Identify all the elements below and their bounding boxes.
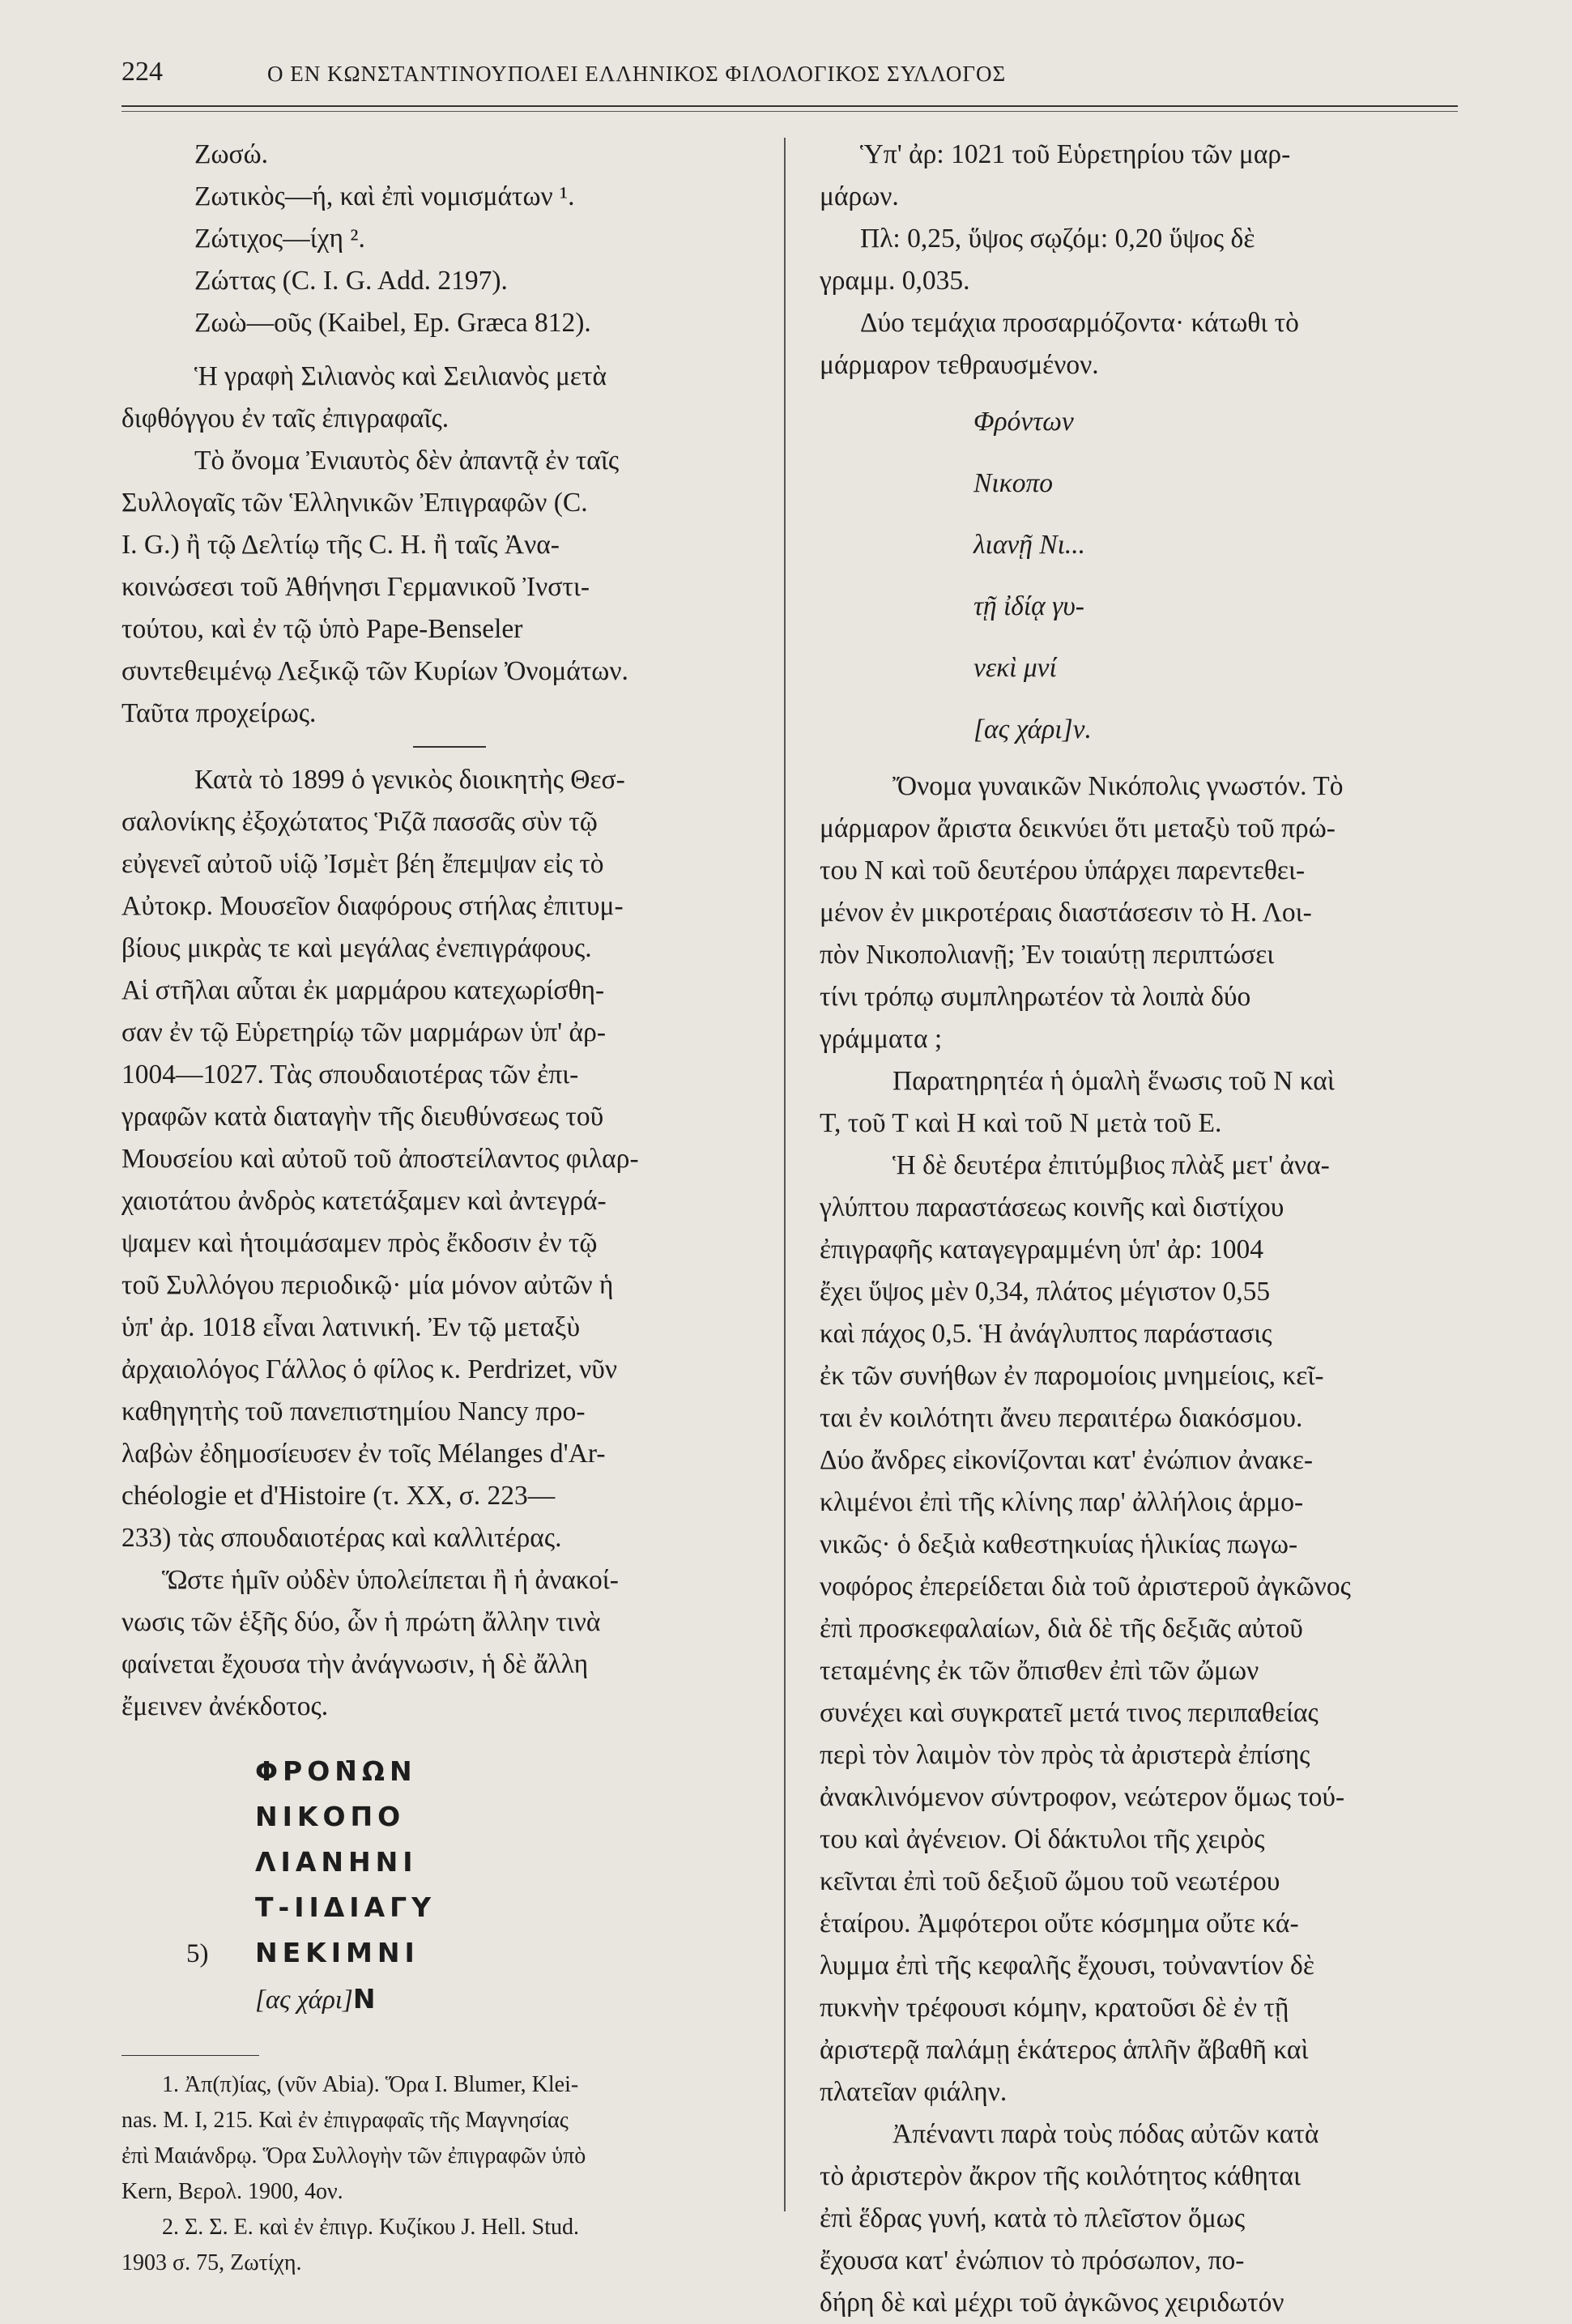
transcription-line: Φρόντων [973,407,1074,437]
text-line: ψαμεν καὶ ἡτοιμάσαμεν πρὸς ἔκδοσιν ἐν τῷ [121,1228,598,1258]
text-line: πλατεῖαν φιάλην. [820,2077,1008,2107]
text-line: ἐκ τῶν συνήθων ἐν παρομοίοις μνημείοις, κεῖ- [820,1361,1324,1391]
text-line: ἔμεινεν ἀνέκδοτος. [121,1691,329,1721]
inscription-text: ΦΡΟΝ̄ΩΝ [255,1755,417,1787]
text-line: εὐγενεῖ αὐτοῦ υἱῷ Ἰσμὲτ βέη ἔπεμψαν εἰς τὸ [121,849,604,879]
running-header [121,57,1458,105]
text-line: ἔχει ὕψος μὲν 0,34, πλάτος μέγιστον 0,55 [820,1277,1271,1307]
text-line: 1004—1027. Τὰς σπουδαιοτέρας τῶν ἐπι- [121,1060,579,1090]
footnote-line: 2. Σ. Σ. Ε. καὶ ἐν ἐπιγρ. Κυζίκου J. Hell. Stud. [162,2215,579,2240]
text-line: κοινώσεσι τοῦ Ἀθήνησι Γερμανικοῦ Ἰνστι- [121,572,590,602]
inscription-line [121,1930,769,1976]
inscription-text: Τ-ΙΙΔΙΑΓΥ [255,1891,437,1923]
text-line: Ταῦτα προχείρως. [121,698,317,728]
footnote-line: nas. M. I, 215. Καὶ ἐν ἐπιγραφαῖς τῆς Μαγνησίας [121,2108,569,2133]
text-line: ἐπὶ προσκεφαλαίων, διὰ δὲ τῆς δεξιᾶς αὐτοῦ [820,1614,1303,1644]
inscription-line [121,1794,769,1840]
text-line: μάρων. [820,181,899,211]
transcription-line: νεκὶ μνί [973,653,1057,683]
text-line: δήρη δὲ καὶ μέχρι τοῦ ἀγκῶνος χειριδωτόν [820,2288,1284,2318]
text-line: νωσις τῶν ἑξῆς δύο, ὧν ἡ πρώτη ἄλλην τινὰ [121,1607,601,1637]
footnote-line: ἐπὶ Μαιάνδρῳ. Ὅρα Συλλογὴν τῶν ἐπιγραφῶν ὑπὸ [121,2143,586,2168]
text-line: Ζώττας (C. I. G. Add. 2197). [194,266,508,296]
text-line: Μουσείου καὶ αὐτοῦ τοῦ ἀποστείλαντος φιλαρ- [121,1144,639,1174]
text-line: νικῶς· ὁ δεξιὰ καθεστηκυίας ἡλικίας πωγω- [820,1529,1298,1559]
text-line: Ὑπ' ἀρ: 1021 τοῦ Εὑρετηρίου τῶν μαρ- [860,139,1291,169]
text-line: περὶ τὸν λαιμὸν τὸν πρὸς τὰ ἀριστερὰ ἐπίσης [820,1740,1310,1770]
text-line: σαλονίκης ἐξοχώτατος Ῥιζᾶ πασσᾶς σὺν τῷ [121,807,598,837]
text-line: του Ν καὶ τοῦ δευτέρου ὑπάρχει παρεντεθει- [820,855,1306,885]
text-line: Συλλογαῖς τῶν Ἑλληνικῶν Ἐπιγραφῶν (C. [121,488,588,518]
page-number: 224 [121,57,163,87]
line-number: 5) [186,1939,209,1968]
transcription-line: [ας χάρι]ν. [973,714,1092,744]
header-rule [121,105,1458,107]
text-line: Ζωτικὸς—ή, καὶ ἐπὶ νομισμάτων ¹. [194,181,575,211]
text-line: Παρατηρητέα ἡ ὁμαλὴ ἕνωσις τοῦ Ν καὶ [893,1066,1335,1096]
text-line: Δύο τεμάχια προσαρμόζοντα· κάτωθι τὸ [860,308,1299,338]
footnote-line: 1903 σ. 75, Ζωτίχη. [121,2250,302,2275]
text-line: μάρμαρον ἄριστα δεικνύει ὅτι μεταξὺ τοῦ πρώ- [820,813,1336,843]
text-line: γλύπτου παραστάσεως κοινῆς καὶ διστίχου [820,1192,1284,1222]
text-line: ἔχουσα κατ' ἐνώπιον τὸ πρόσωπον, πο- [820,2245,1245,2275]
text-line: ἀρχαιολόγος Γάλλος ὁ φίλος κ. Perdrizet, νῦν [121,1354,617,1384]
text-line: τεταμένης ἐκ τῶν ὄπισθεν ἐπὶ τῶν ὤμων [820,1656,1259,1686]
text-line: Ζώτιχος—ίχη ². [194,224,365,254]
text-line: ἐπιγραφῆς καταγεγραμμένη ὑπ' ἀρ: 1004 [820,1234,1263,1264]
text-line: βίους μικρὰς τε καὶ μεγάλας ἐνεπιγράφους. [121,933,592,963]
text-line: Ζωὼ—οῦς (Kaibel, Ep. Græca 812). [194,308,591,338]
inscription-text: ΝΕΚΙΜΝΙ [255,1937,420,1968]
text-line: τίνι τρόπῳ συμπληρωτέον τὰ λοιπὰ δύο [820,982,1251,1012]
text-line: μάρμαρον τεθραυσμένον. [820,350,1099,380]
inscription-line [121,1749,769,1794]
column-divider [784,138,786,2211]
text-line: καὶ πάχος 0,5. Ἡ ἀνάγλυπτος παράστασις [820,1319,1272,1349]
footnote-line: Kern, Βερολ. 1900, 4ον. [121,2179,343,2204]
text-line: κλιμένοι ἐπὶ τῆς κλίνης παρ' ἀλλήλοις ἁρμο- [820,1487,1304,1517]
footnotes [121,2067,769,2281]
text-line: chéologie et d'Histoire (τ. XX, σ. 223— [121,1481,556,1511]
inscription-text: ΝΙΚΟΠΟ [255,1801,406,1832]
inscription-line [121,1885,769,1930]
text-line: Αἱ στῆλαι αὗται ἐκ μαρμάρου κατεχωρίσθη- [121,975,605,1005]
transcription-line: λιανῇ Νι... [973,530,1086,560]
text-line: Τὸ ὄνομα Ἐνιαυτὸς δὲν ἀπαντᾷ ἐν ταῖς [194,446,620,475]
inscription-line [121,1976,769,2023]
transcription-line: τῇ ἰδίᾳ γυ- [973,591,1084,621]
text-line: Ζωσώ. [194,139,268,169]
text-line: ἀριστερᾷ παλάμῃ ἑκάτερος ἁπλῆν ἄβαθῆ καὶ [820,2035,1309,2065]
text-line: 233) τὰς σπουδαιοτέρας καὶ καλλιτέρας. [121,1523,562,1553]
text-line: Ὄνομα γυναικῶν Νικόπολις γνωστόν. Τὸ [893,771,1344,801]
section-rule [413,746,486,748]
text-line: κεῖνται ἐπὶ τοῦ δεξιοῦ ὤμου τοῦ νεωτέρου [820,1866,1280,1896]
inscription-block [121,1749,769,2023]
text-line: ὑπ' ἀρ. 1018 εἶναι λατινική. Ἐν τῷ μεταξὺ [121,1312,581,1342]
inscription-line [121,1840,769,1885]
text-line: λυμμα ἐπὶ τῆς κεφαλῆς ἔχουσι, τοὐναντίον δὲ [820,1951,1314,1981]
text-line: τούτου, καὶ ἐν τῷ ὑπὸ Pape-Benseler [121,614,523,644]
text-line: Ἀπέναντι παρὰ τοὺς πόδας αὐτῶν κατὰ [893,2119,1319,2149]
text-line: ἀνακλινόμενον σύντροφον, νεώτερον ὅμως τού- [820,1782,1345,1812]
text-line: χαιοτάτου ἀνδρὸς κατετάξαμεν καὶ ἀντεγρά- [121,1186,607,1216]
text-line: σαν ἐν τῷ Εὑρετηρίῳ τῶν μαρμάρων ὑπ' ἀρ- [121,1017,606,1047]
header-rule-thin [121,111,1458,112]
text-line: τοῦ Συλλόγου περιοδικῷ· μία μόνον αὐτῶν ἡ [121,1270,614,1300]
transcription-line: Νικοπο [973,468,1054,498]
text-line: φαίνεται ἔχουσα τὴν ἀνάγνωσιν, ἡ δὲ ἄλλη [121,1649,589,1679]
text-line: μένον ἐν μικροτέραις διαστάσεσιν τὸ Η. Λοι- [820,898,1312,927]
text-line: Δύο ἄνδρες εἰκονίζονται κατ' ἐνώπιον ἀνακε- [820,1445,1314,1475]
inscription-text: ΛΙΑΝΗΝΙ [255,1846,418,1878]
text-line: ται ἐν κοιλότητι ἄνευ περαιτέρω διακόσμου. [820,1403,1303,1433]
text-line: Ἡ γραφὴ Σιλιανὸς καὶ Σειλιανὸς μετὰ [194,361,607,391]
text-line: Τ, τοῦ Τ καὶ Η καὶ τοῦ Ν μετὰ τοῦ Ε. [820,1108,1222,1138]
text-line: γραφῶν κατὰ διαταγὴν τῆς διευθύνσεως τοῦ [121,1102,604,1132]
text-line: ἐπὶ ἕδρας γυνή, κατὰ τὸ πλεῖστον ὅμως [820,2203,1246,2233]
text-line: νοφόρος ἐπερείδεται διὰ τοῦ ἀριστεροῦ ἀγκῶνος [820,1571,1351,1601]
text-line: ἑταίρου. Ἀμφότεροι οὔτε κόσμημα οὔτε κά- [820,1908,1299,1938]
text-line: γραμμ. 0,035. [820,266,970,296]
text-line: τὸ ἀριστερὸν ἄκρον τῆς κοιλότητος κάθηται [820,2161,1301,2191]
inscription-text: Ν [352,1983,381,2015]
text-line: συντεθειμένῳ Λεξικῷ τῶν Κυρίων Ὀνομάτων. [121,656,628,686]
footnote-line: 1. Ἀπ(π)ίας, (νῦν Abia). Ὅρα I. Blumer, Klei- [162,2072,579,2097]
text-line: Ὥστε ἡμῖν οὐδὲν ὑπολείπεται ἢ ἡ ἀνακοί- [162,1565,619,1595]
transcription-block [820,391,1468,761]
text-line: καθηγητὴς τοῦ πανεπιστημίου Nancy προ- [121,1397,586,1426]
text-line: I. G.) ἢ τῷ Δελτίῳ τῆς C. H. ἢ ταῖς Ἀνα- [121,530,560,560]
text-line: Κατὰ τὸ 1899 ὁ γενικὸς διοικητὴς Θεσ- [194,765,625,795]
inscription-restoration: [ας χάρι] [255,1985,353,2015]
text-line: λαβὼν ἐδημοσίευσεν ἐν τοῖς Mélanges d'Ar- [121,1439,606,1469]
text-line: του καὶ ἀγένειον. Οἱ δάκτυλοι τῆς χειρὸς [820,1824,1265,1854]
text-line: γράμματα ; [820,1024,943,1054]
text-line: πὸν Νικοπολιανῇ; Ἐν τοιαύτῃ περιπτώσει [820,940,1275,970]
footnote-rule [121,2055,259,2056]
text-line: Αὐτοκρ. Μουσεῖον διαφόρους στήλας ἐπιτυμ- [121,891,624,921]
left-column [121,134,769,2281]
text-line: διφθόγγου ἐν ταῖς ἐπιγραφαῖς. [121,403,449,433]
running-title: Ο ΕΝ ΚΩΝΣΤΑΝΤΙΝΟΥΠΟΛΕΙ ΕΛΛΗΝΙΚΟΣ ΦΙΛΟΛΟΓΙΚΟΣ ΣΥΛΛΟΓΟΣ [267,62,1007,86]
text-line: Ἡ δὲ δευτέρα ἐπιτύμβιος πλὰξ μετ' ἀνα- [893,1150,1330,1180]
text-line: Πλ: 0,25, ὕψος σῳζόμ: 0,20 ὕψος δὲ [860,224,1255,254]
right-column [820,134,1468,2324]
text-line: συνέχει καὶ συγκρατεῖ μετά τινος περιπαθείας [820,1698,1319,1728]
text-line: πυκνὴν τρέφουσι κόμην, κρατοῦσι δὲ ἐν τῇ [820,1993,1289,2023]
